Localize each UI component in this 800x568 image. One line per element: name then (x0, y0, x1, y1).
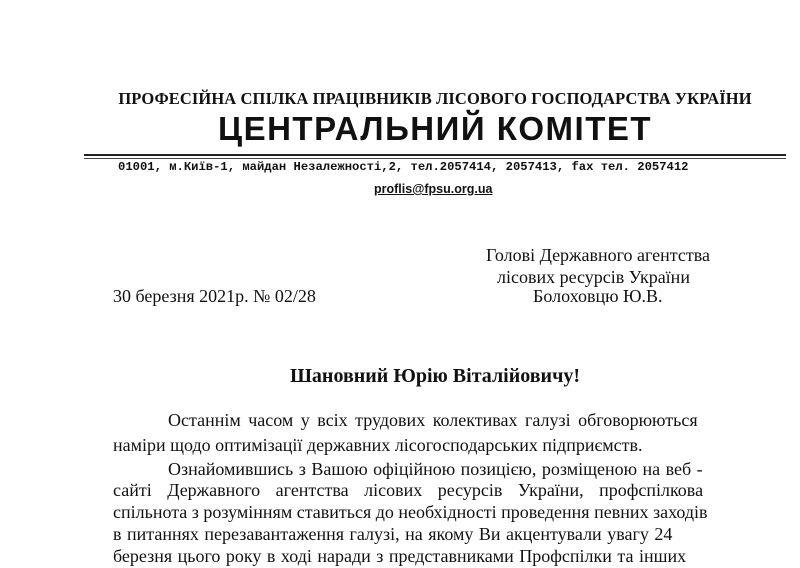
recipient-line-1: Голові Державного агентства (486, 245, 710, 265)
organization-name: ПРОФЕСІЙНА СПІЛКА ПРАЦІВНИКІВ ЛІСОВОГО ГОСПОДАРСТВА УКРАЇНИ (118, 89, 752, 108)
paragraph-2-line-4: в питаннях перезавантаження галузі, на якому Ви акцентували увагу 24 (113, 524, 673, 544)
paragraph-1-line-1: Останнім часом у всіх трудових колективах галузі обговорюються (168, 410, 698, 430)
paragraph-2-line-5: березня цього року в ході наради з представниками Профспілки та інших (113, 546, 687, 566)
salutation: Шановний Юрію Віталійовичу! (289, 365, 581, 387)
letterhead-divider-thin (84, 158, 786, 159)
paragraph-1-line-2: наміри щодо оптимізації державних лісогосподарських підприємств. (113, 435, 643, 455)
letterhead-divider (84, 154, 786, 156)
paragraph-2-line-2: сайті Державного агентства лісових ресурсів України, профспілкова (113, 480, 704, 500)
paragraph-2-line-1: Ознайомившись з Вашою офіційною позицією, розміщеною на веб - (168, 459, 703, 479)
address-line: 01001, м.Київ-1, майдан Незалежності,2, тел.2057414, 2057413, fax тел. 2057412 (118, 160, 689, 174)
paragraph-2-line-3: спільнота з розумінням ставиться до необхідності проведення певних заходів (113, 502, 708, 522)
recipient-line-3: Болоховцю Ю.В. (533, 286, 663, 306)
committee-title: ЦЕНТРАЛЬНИЙ КОМІТЕТ (217, 110, 653, 147)
date-reference: 30 березня 2021р. № 02/28 (113, 286, 316, 306)
recipient-line-2: лісових ресурсів України (497, 267, 690, 287)
email-link[interactable]: proflis@fpsu.org.ua (374, 182, 493, 196)
